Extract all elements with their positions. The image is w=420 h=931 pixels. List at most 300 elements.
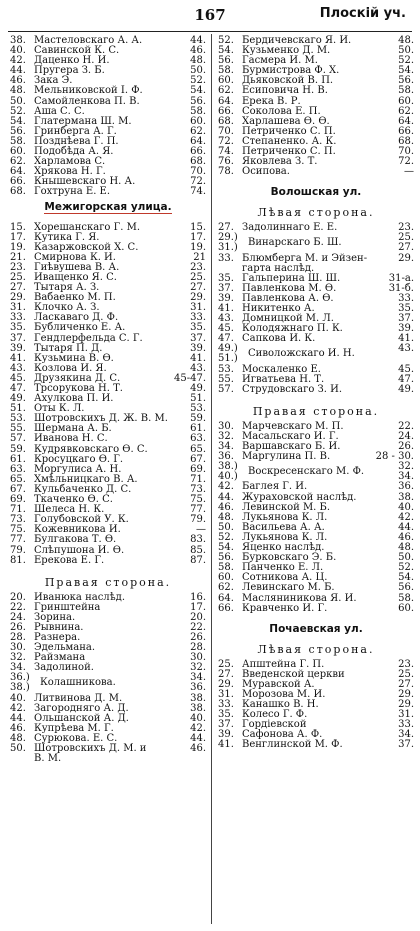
ref-number: 31-б.: [388, 282, 414, 294]
house-number: 19.: [10, 241, 26, 253]
ref-number: 68.: [190, 156, 206, 168]
ref-number: 56.: [398, 582, 414, 594]
owner-name: Мастеловскаго А. А.: [34, 35, 143, 46]
list-item: [218, 452, 414, 462]
house-number: 30.: [218, 420, 234, 432]
entry-list: [10, 223, 206, 566]
owner-name: Канашко В. Н.: [242, 699, 319, 711]
owner-name: Задолиной.: [34, 662, 94, 674]
house-number: 31.): [218, 242, 238, 254]
ref-number: 64.: [398, 115, 414, 127]
owner-name: Кросуцкаго Ѳ. Г.: [34, 453, 124, 465]
owner-name: Колашникова.: [40, 677, 116, 689]
ref-number: 68.: [398, 135, 414, 147]
ref-number: 26.: [398, 441, 414, 453]
house-number: 57.: [218, 383, 234, 395]
owner-name: Зорина.: [34, 611, 76, 623]
house-number: 44.: [218, 491, 234, 503]
owner-name: Домницкой М. Л.: [242, 313, 334, 325]
owner-name: Ласкаваго Д. Ф.: [34, 312, 119, 324]
house-number: 79.: [10, 544, 26, 556]
house-number: 60.: [218, 572, 234, 584]
owner-name: Васильева А. А.: [242, 521, 325, 533]
owner-name: Кутика Г. Я.: [34, 231, 100, 243]
owner-name: Кузьменко Д. М.: [242, 45, 331, 57]
owner-name: Воскресенскаго М. Ф.: [248, 466, 365, 478]
side-title: Лѣвая сторона.: [257, 206, 375, 220]
owner-name: Булгакова Т. Ѳ.: [34, 534, 117, 546]
house-number: 46.: [10, 75, 26, 87]
owner-name: Павленкова А. Ѳ.: [242, 292, 334, 304]
house-number: 36.: [218, 451, 234, 463]
list-item: [218, 583, 414, 593]
ref-number: 26.: [190, 632, 206, 644]
house-number: 66.: [218, 602, 234, 614]
ref-number: 54.: [398, 65, 414, 77]
house-number: 54.: [218, 542, 234, 554]
ref-number: 30.: [190, 652, 206, 664]
owner-name: Моргулиса А. Н.: [34, 463, 122, 475]
ref-number: 52.: [398, 562, 414, 574]
ref-number: 22.: [398, 420, 414, 432]
owner-name: Соколова Е. П.: [242, 105, 321, 117]
owner-name: Харлашева Ѳ. Ѳ.: [242, 115, 330, 127]
ref-number: 27.: [398, 242, 414, 254]
owner-name: Загородняго А. Д.: [34, 702, 129, 714]
house-number: 52.: [218, 35, 234, 46]
ref-number: 37.: [398, 313, 414, 325]
house-number: 34.: [218, 441, 234, 453]
ref-number: 48.: [190, 55, 206, 67]
house-number: 69.: [10, 494, 26, 506]
owner-name: Бурмистрова Ф. Х.: [242, 65, 340, 77]
house-number: 25.: [218, 658, 234, 670]
owner-name: Кнышевскаго Н. А.: [34, 176, 136, 188]
list-item: [218, 167, 414, 177]
street-title: Волошская ул.: [270, 186, 362, 199]
bracketed-entry: [218, 344, 414, 364]
ref-number: 25.: [398, 232, 414, 244]
house-number: 35.: [218, 272, 234, 284]
page-header: [0, 0, 420, 30]
house-number: 75.: [10, 524, 26, 536]
ref-number: 32.: [398, 461, 414, 473]
ref-number: 39.: [190, 342, 206, 354]
ref-number: 34.: [190, 672, 206, 684]
house-number: 63.: [10, 463, 26, 475]
house-number: 58.: [218, 65, 234, 77]
owner-name: Рывнина.: [34, 621, 84, 633]
ref-number: 73.: [190, 483, 206, 495]
ref-number: 69.: [190, 463, 206, 475]
owner-name: Венглинской М. Ф.: [242, 739, 343, 751]
page-number: 167: [194, 6, 226, 24]
house-number: 48.: [218, 511, 234, 523]
owner-name: Маргулина П. В.: [242, 451, 331, 463]
house-number: 64.: [218, 592, 234, 604]
house-number: 49.: [10, 393, 26, 405]
entry-list: [218, 482, 414, 613]
ref-number: 64.: [190, 135, 206, 147]
house-number: 56.: [10, 125, 26, 137]
house-number: 50.: [10, 95, 26, 107]
ref-number: 43.: [190, 362, 206, 374]
house-number: 62.: [218, 85, 234, 97]
owner-name: Игватьева Н. Т.: [242, 373, 325, 385]
bracketed-entry: [10, 673, 206, 693]
ref-number: 49.: [190, 383, 206, 394]
house-number: 34.: [10, 662, 26, 674]
owner-name: Гендлерфельда С. Г.: [34, 332, 143, 344]
house-number: 35.: [218, 709, 234, 721]
house-number: 51.): [218, 353, 238, 365]
ref-number: 25.: [190, 271, 206, 283]
ref-number: 44.: [190, 733, 206, 744]
ref-number: 58.: [398, 85, 414, 97]
owner-name: Шотровскихъ Д. Ж. В. М.: [34, 413, 168, 425]
ref-number: 53.: [190, 403, 206, 415]
ref-number: 46.: [398, 531, 414, 543]
owner-name: Гиѣвушева В. А.: [34, 261, 120, 273]
house-number: 27.: [218, 222, 234, 234]
house-number: 37.: [218, 282, 234, 294]
house-number: 39.: [10, 342, 26, 354]
owner-name-continued: В. М.: [34, 753, 62, 765]
owner-name: Тытаря А. З.: [34, 282, 100, 294]
list-item: [10, 556, 206, 566]
house-number: 66.: [218, 105, 234, 117]
entry-list: [10, 593, 206, 674]
ref-number: 50.: [398, 552, 414, 564]
owner-name: Шермана А. Б.: [34, 423, 112, 435]
owner-name: Степаненко. А. К.: [242, 135, 337, 147]
house-number: 33.: [10, 312, 26, 324]
owner-name: Друзякина Д. С.: [34, 372, 121, 384]
ref-number: 59.: [190, 413, 206, 425]
house-number: 33.: [218, 699, 234, 711]
ref-number: 50.: [398, 45, 414, 57]
owner-name: Казаржовской Х. С.: [34, 241, 139, 253]
list-item: [218, 740, 414, 750]
owner-name: Эдельмана.: [34, 642, 96, 654]
house-number: 41.: [218, 739, 234, 751]
ref-number: 16.: [190, 591, 206, 603]
bracketed-entry: [218, 233, 414, 253]
bracketed-entry: [218, 462, 414, 482]
house-number: 54.: [10, 115, 26, 127]
ref-number: 42.: [398, 511, 414, 523]
house-number: 15.: [10, 221, 26, 233]
ref-number: 31-а.: [388, 272, 414, 284]
list-item: [10, 663, 206, 673]
ref-number: 36.: [190, 682, 206, 694]
owner-name: Ахулкова П. И.: [34, 393, 114, 405]
house-number: 32.: [10, 652, 26, 664]
ref-number: 29.: [398, 699, 414, 711]
ref-number: 21: [193, 251, 206, 263]
owner-name: Голубовской У. К.: [34, 514, 129, 526]
house-number: 52.: [10, 105, 26, 117]
ref-number: 61.: [190, 423, 206, 435]
ref-number: 42.: [190, 722, 206, 734]
house-number: 55.: [218, 373, 234, 385]
owner-name: Хмѣльницкаго В. А.: [34, 473, 138, 485]
ref-number: 60.: [398, 602, 414, 614]
house-number: 31.: [218, 688, 234, 700]
house-number: 26.: [10, 621, 26, 633]
owner-name: Зака Э.: [34, 75, 73, 87]
owner-name: Лукьянова К. Л.: [242, 531, 328, 543]
ref-number: 44.: [190, 35, 206, 46]
owner-name: Сотникова А. Ц.: [242, 572, 328, 584]
ref-number: 52.: [398, 55, 414, 67]
owner-name: Никитенко А.: [242, 303, 315, 315]
ref-number: 54.: [398, 572, 414, 584]
house-number: 81.: [10, 554, 26, 566]
ref-number: 79.: [190, 514, 206, 526]
ref-number: 67.: [190, 453, 206, 465]
house-number: 24.: [10, 611, 26, 623]
house-number: 51.: [10, 403, 26, 415]
ref-number: 33.: [190, 312, 206, 324]
house-number: 37.: [218, 719, 234, 731]
street-title: [10, 198, 206, 217]
owner-name: Смирнова К. И.: [34, 251, 116, 263]
house-number: 29.: [10, 292, 26, 304]
house-number: 20.: [10, 591, 26, 603]
owner-name: Сапкова И. К.: [242, 333, 316, 345]
ref-number: 29.: [398, 688, 414, 700]
ref-number: 66.: [398, 125, 414, 137]
right-column: [218, 36, 414, 751]
house-number: 40.: [10, 45, 26, 57]
owner-name: Варшавскаго Б. И.: [242, 441, 341, 453]
ref-number: 34.: [398, 471, 414, 483]
owner-name: Слѣпушона И. Ѳ.: [34, 544, 125, 556]
house-number: 45.: [218, 323, 234, 335]
house-number: 68.: [218, 115, 234, 127]
house-number: 41.: [218, 303, 234, 315]
entry-list: [218, 274, 414, 345]
ref-number: 23.: [398, 658, 414, 670]
owner-name: Иванюка наслѣд.: [34, 591, 126, 603]
two-line-entry: [10, 744, 206, 764]
ref-number: 27.: [398, 678, 414, 690]
ref-number: 58.: [398, 592, 414, 604]
house-number: 32.: [218, 431, 234, 442]
house-number: 44.: [10, 65, 26, 77]
ref-number: 62.: [190, 125, 206, 137]
owner-name: Масляниникова Я. И.: [242, 592, 357, 604]
owner-name: Хрякова Н. Г.: [34, 166, 106, 178]
house-number: 17.: [10, 231, 26, 243]
house-number: 48.: [10, 733, 26, 744]
house-number: 53.: [218, 363, 234, 375]
ref-number: 63.: [190, 433, 206, 445]
owner-name: Левинскаго М. Б.: [242, 582, 335, 594]
house-number: 50.: [10, 743, 26, 755]
owner-name: Ерека В. Р.: [242, 95, 301, 107]
house-number: 70.: [218, 125, 234, 137]
ref-number: 28.: [190, 642, 206, 654]
owner-name: Сафонова А. Ф.: [242, 729, 323, 741]
ref-number: 70.: [398, 146, 414, 158]
owner-name: Разнера.: [34, 632, 81, 644]
house-number: 28.: [10, 632, 26, 644]
ref-number: 36.: [398, 481, 414, 493]
owner-name: Лукьянова К. Л.: [242, 511, 328, 523]
ref-number: 33.: [398, 719, 414, 731]
house-number: 56.: [218, 55, 234, 67]
owner-name: Апштейна Г. П.: [242, 658, 325, 670]
ref-number: 75.: [190, 494, 206, 506]
house-number: 36.): [10, 672, 30, 684]
list-item: [218, 385, 414, 395]
side-title: Лѣвая сторона.: [257, 642, 375, 656]
ref-number: 31.: [398, 709, 414, 721]
house-number: 62.: [10, 156, 26, 168]
house-number: 71.: [10, 504, 26, 516]
house-number: 72.: [218, 135, 234, 147]
house-number: 77.: [10, 534, 26, 546]
owner-name: Осипова.: [242, 166, 290, 178]
owner-name: Гордіевской: [242, 719, 307, 731]
owner-name: Гохтруна Е. Е.: [34, 186, 111, 198]
house-number: 41.: [10, 352, 26, 364]
ref-number: 85.: [190, 544, 206, 556]
house-number: 58.: [10, 135, 26, 147]
ref-number: 27.: [190, 282, 206, 294]
owner-name: Гальперина Ш. Ш.: [242, 272, 341, 284]
ref-number: 41.: [398, 333, 414, 345]
house-number: 45.: [10, 372, 26, 384]
owner-name: Ткаченко Ѳ. С.: [34, 494, 113, 506]
house-number: 78.: [218, 166, 234, 178]
ref-number: 35.: [190, 322, 206, 334]
ref-number: 38.: [398, 491, 414, 503]
owner-name: Гасмера И. М.: [242, 55, 318, 67]
owner-name: Масальскаго И. Г.: [242, 431, 339, 442]
owner-name: Задолиннаго Е. Е.: [242, 222, 338, 234]
ref-number: 58.: [190, 105, 206, 117]
house-number: 53.: [10, 413, 26, 425]
ref-number: —: [196, 524, 206, 536]
house-number: 27.: [218, 668, 234, 680]
house-number: 58.: [218, 562, 234, 574]
owner-name: Глатермана Ш. М.: [34, 115, 132, 127]
owner-name: Кравченко И. Г.: [242, 602, 328, 614]
house-number: 60.: [218, 75, 234, 87]
ref-number: 48.: [398, 542, 414, 554]
house-number: 31.: [10, 302, 26, 314]
owner-name: Козлова И. Я.: [34, 362, 107, 374]
ref-number: 60.: [190, 115, 206, 127]
house-number: 68.: [10, 186, 26, 198]
owner-name: Блюмберга М. и Эйзен-: [242, 252, 368, 264]
ref-number: 17.: [190, 231, 206, 243]
owner-name: Панченко Е. Л.: [242, 562, 324, 574]
house-number: 42.: [10, 702, 26, 714]
owner-name: Пругера З. Б.: [34, 65, 105, 77]
house-number: 40.: [10, 692, 26, 704]
owner-name: Колодяжнаго П. К.: [242, 323, 343, 335]
owner-name: Кульбаченко Д. С.: [34, 483, 132, 495]
house-number: 49.): [218, 343, 238, 355]
ref-number: 83.: [190, 534, 206, 546]
house-number: 64.: [218, 95, 234, 107]
ref-number: 44.: [398, 521, 414, 533]
ref-number: 23.: [398, 222, 414, 234]
ref-number: 29.: [398, 252, 414, 264]
house-number: 74.: [218, 146, 234, 158]
owner-name: Ольшанской А. Д.: [34, 712, 129, 724]
owner-name: Кудрявковскаго Ѳ. С.: [34, 443, 148, 455]
side-title: Правая сторона.: [44, 575, 172, 589]
owner-name: Иващенко Я. С.: [34, 271, 117, 283]
house-number: 43.: [10, 362, 26, 374]
owner-name: Бердичевскаго Я. И.: [242, 35, 352, 46]
owner-name: Вабаенко М. П.: [34, 292, 116, 304]
ref-number: 33.: [398, 292, 414, 304]
house-number: 62.: [218, 582, 234, 594]
house-number: 25.: [10, 271, 26, 283]
ref-number: 51.: [190, 393, 206, 405]
owner-name: Кожевникова И.: [34, 524, 121, 536]
house-number: 55.: [10, 423, 26, 435]
entry-list: [10, 694, 206, 744]
owner-name: Аша С. С.: [34, 105, 85, 117]
owner-name: Тытаря П. Д.: [34, 342, 103, 354]
side-title: Правая сторона.: [252, 404, 380, 418]
house-number: 50.: [218, 521, 234, 533]
two-line-entry: [218, 254, 414, 274]
owner-name: Сиволожскаго И. Н.: [248, 348, 355, 360]
owner-name: Райзмана: [34, 652, 86, 664]
owner-name: Ерекова Е. Г.: [34, 554, 105, 566]
owner-name-continued: гарта наслѣд.: [242, 262, 315, 274]
house-number: 42.: [10, 55, 26, 67]
house-number: 33.: [218, 252, 234, 264]
ref-number: 71.: [190, 473, 206, 485]
house-number: 47.: [10, 383, 26, 394]
owner-name: Клочко А. З.: [34, 302, 100, 314]
house-number: 59.: [10, 443, 26, 455]
owner-name: Хорешанскаго Г. М.: [34, 221, 141, 233]
owner-name: Оты К. Л.: [34, 403, 85, 415]
house-number: 22.: [10, 601, 26, 613]
owner-name: Левинской М. Б.: [242, 501, 331, 513]
house-number: 21.: [10, 251, 26, 263]
ref-number: 38.: [190, 692, 206, 704]
owner-name: Мельниковской І. Ф.: [34, 85, 143, 97]
ref-number: 40.: [398, 501, 414, 513]
house-number: 76.: [218, 156, 234, 168]
ref-number: 25.: [398, 668, 414, 680]
ref-number: 23.: [190, 261, 206, 273]
ref-number: 39.: [398, 323, 414, 335]
ref-number: 45-47.: [173, 372, 206, 384]
ref-number: 54.: [190, 85, 206, 97]
house-number: 48.: [10, 85, 26, 97]
ref-number: 38.: [190, 702, 206, 714]
house-number: 37.: [10, 332, 26, 344]
entry-list: [218, 223, 414, 233]
owner-name: Введенской церкви: [242, 668, 345, 680]
owner-name: Дьяковской В. П.: [242, 75, 334, 87]
house-number: 57.: [10, 433, 26, 445]
street-title: Почаевская ул.: [269, 622, 363, 635]
owner-name: Купрѣева М. Г.: [34, 722, 114, 734]
